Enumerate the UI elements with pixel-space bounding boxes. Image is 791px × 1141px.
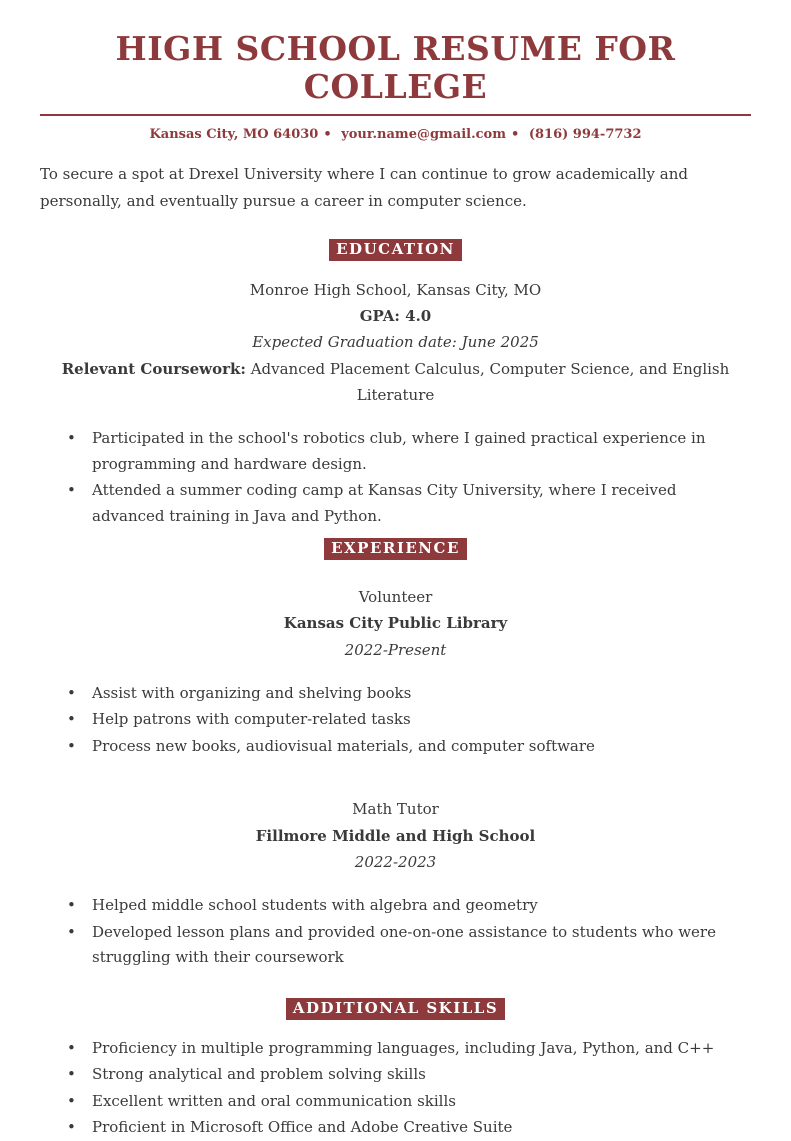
section-heading-education: EDUCATION xyxy=(329,239,462,261)
section-heading-additional-skills: ADDITIONAL SKILLS xyxy=(286,998,505,1020)
education-gpa-line: GPA: 4.0 xyxy=(359,307,432,326)
contact-separator: • xyxy=(323,126,332,142)
coursework-label: Relevant Coursework: xyxy=(61,359,246,378)
bullet-item: • Proficient in Microsoft Office and Adobe Creative Suite xyxy=(65,1115,751,1141)
coursework-text: Advanced Placement Calculus, Computer Science, and English Literature xyxy=(245,359,730,404)
bullet-item: • Attended a summer coding camp at Kansas City University, where I received advanced training in Java and Python. xyxy=(65,478,751,529)
contact-separator: • xyxy=(510,126,520,142)
contact-phone: (816) 994-7732 xyxy=(528,126,642,142)
job-organization: Fillmore Middle and High School xyxy=(255,826,536,845)
education-details xyxy=(40,277,751,408)
skills-bullet-list xyxy=(40,1036,751,1141)
education-coursework-line xyxy=(40,356,751,409)
job-dates: 2022-2023 xyxy=(354,852,437,871)
section-heading-row-additional-skills xyxy=(40,998,751,1020)
education-school-line: Monroe High School, Kansas City, MO xyxy=(249,280,542,299)
education-graduation-line: Expected Graduation date: June 2025 xyxy=(252,333,539,352)
job-header xyxy=(40,796,751,875)
title-divider xyxy=(40,114,751,116)
contact-line xyxy=(40,127,751,142)
job-title: Volunteer xyxy=(358,588,433,607)
bullet-item: • Helped middle school students with algebra and geometry xyxy=(65,893,751,919)
job-title: Math Tutor xyxy=(352,800,439,819)
education-bullet-list xyxy=(40,426,751,529)
bullet-item: • Excellent written and oral communication skills xyxy=(65,1089,751,1115)
section-heading-experience: EXPERIENCE xyxy=(324,538,467,560)
contact-email: your.name@gmail.com xyxy=(341,126,506,142)
bullet-item: • Proficiency in multiple programming languages, including Java, Python, and C++ xyxy=(65,1036,751,1062)
job-bullet-list xyxy=(40,681,751,760)
job-bullet-list xyxy=(40,893,751,971)
bullet-item: • Participated in the school's robotics club, where I gained practical experience in programming and hardware design. xyxy=(65,426,751,477)
objective-text: To secure a spot at Drexel University where I can continue to grow academically and personally, and eventually pursue a career in computer science. xyxy=(40,164,688,210)
contact-location: Kansas City, MO 64030 xyxy=(149,126,319,142)
bullet-item: • Process new books, audiovisual materials, and computer software xyxy=(65,734,751,760)
job-header xyxy=(40,584,751,663)
job-organization: Kansas City Public Library xyxy=(283,614,508,633)
bullet-item: • Developed lesson plans and provided one-on-one assistance to students who were struggling with their coursework xyxy=(65,920,751,971)
bullet-item: • Help patrons with computer-related tasks xyxy=(65,707,751,733)
bullet-item: • Assist with organizing and shelving books xyxy=(65,681,751,707)
bullet-item: • Strong analytical and problem solving skills xyxy=(65,1062,751,1088)
section-heading-row-experience xyxy=(40,538,751,560)
section-heading-row-education xyxy=(40,239,751,261)
job-dates: 2022-Present xyxy=(344,640,447,659)
page-title: HIGH SCHOOL RESUME FOR COLLEGE xyxy=(115,29,676,106)
